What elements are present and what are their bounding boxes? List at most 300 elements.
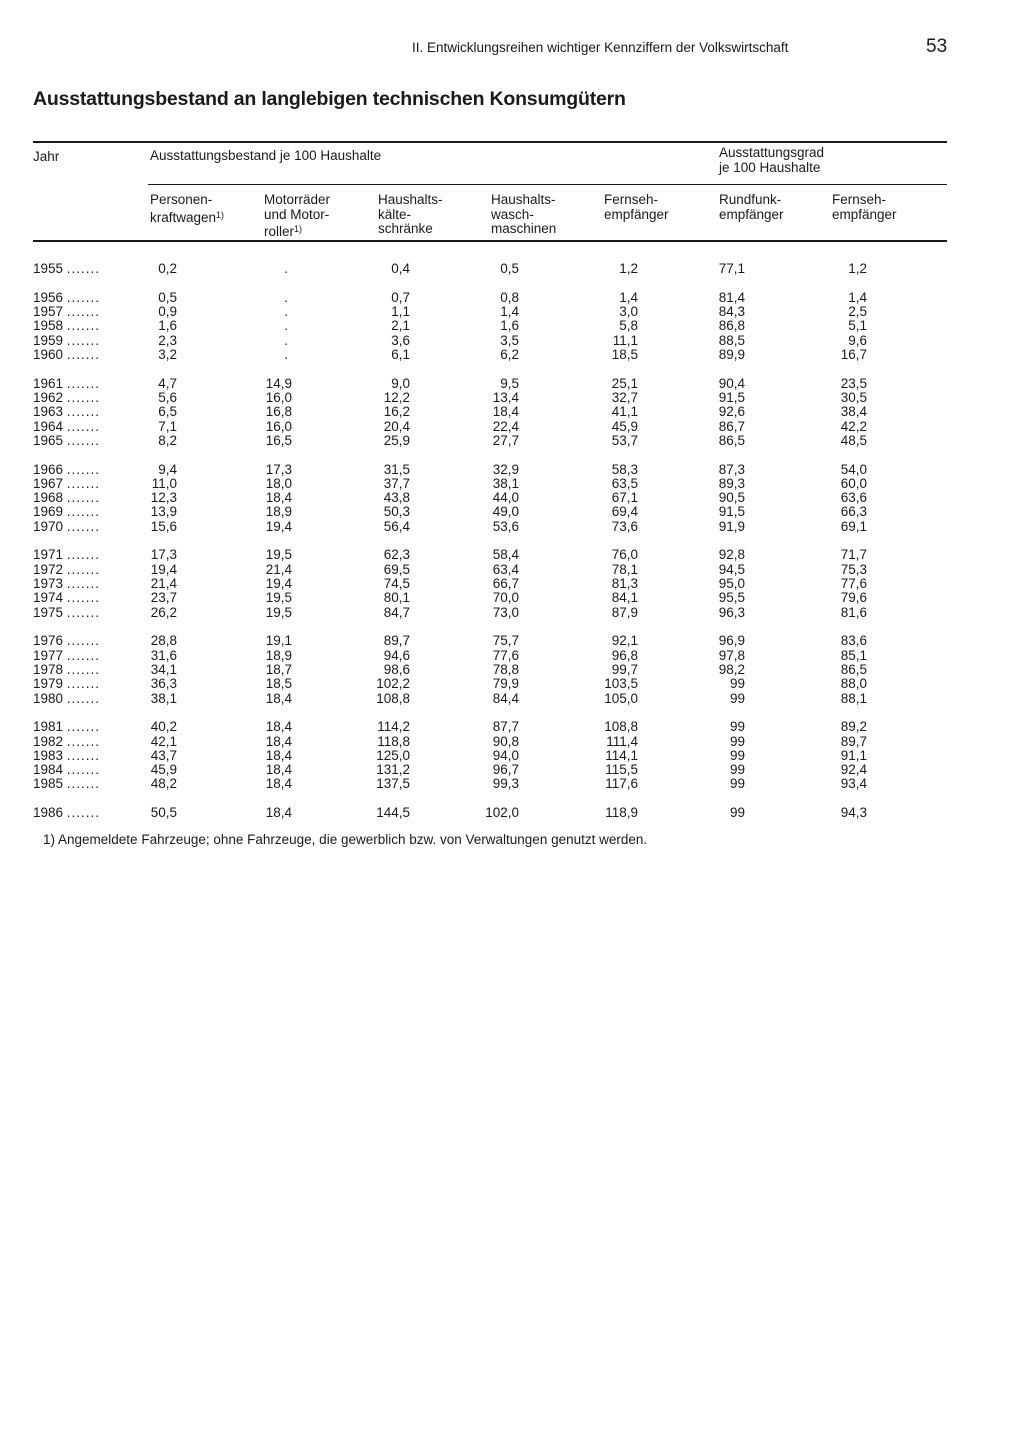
cell-pkw: 13,9 [150,504,177,520]
cell-kuehlschrank: 56,4 [383,518,410,534]
cell-pkw: 15,6 [150,518,177,534]
row-leader-dots: ....... [66,733,101,749]
cell-pkw: 19,4 [150,561,177,577]
cell-waschmaschine: 22,4 [492,418,519,434]
cell-motorrad: . [284,289,288,305]
cell-fernseh-bestand: 45,9 [611,418,638,434]
row-year: 1958 ....... [33,318,101,334]
cell-rundfunk-grad: 99 [729,747,745,763]
footnote-marker: 1) [216,209,225,220]
column-header-kuehlschrank-line: Haushalts- [378,192,443,207]
cell-kuehlschrank: 62,3 [383,547,410,563]
cell-fernseh-grad: 9,6 [848,332,867,348]
cell-pkw: 6,5 [158,404,177,420]
cell-pkw: 31,6 [150,647,177,663]
cell-waschmaschine: 84,4 [492,690,519,706]
row-year: 1983 ....... [33,747,101,763]
running-head: II. Entwicklungsreihen wichtiger Kennziffern der Volkswirtschaft [412,40,789,55]
cell-fernseh-bestand: 99,7 [611,661,638,677]
cell-pkw: 5,6 [158,389,177,405]
cell-motorrad: 16,0 [265,389,292,405]
cell-waschmaschine: 87,7 [492,719,519,735]
cell-rundfunk-grad: 86,8 [718,318,745,334]
cell-fernseh-bestand: 117,6 [605,776,638,792]
cell-kuehlschrank: 9,0 [391,375,410,391]
row-leader-dots: ....... [66,346,101,362]
cell-fernseh-bestand: 32,7 [611,389,638,405]
cell-fernseh-bestand: 1,4 [619,289,638,305]
row-leader-dots: ....... [66,490,101,506]
row-leader-dots: ....... [66,633,101,649]
header-group-grad-line1: Ausstattungsgrad [719,145,825,160]
cell-motorrad: 18,4 [265,762,292,778]
cell-fernseh-bestand: 81,3 [611,576,638,591]
column-header-rundfunk-grad-line: empfänger [719,206,784,222]
column-header-waschmaschine-line: wasch- [491,206,534,222]
cell-fernseh-grad: 42,2 [840,418,867,434]
cell-waschmaschine: 38,1 [492,475,519,491]
cell-fernseh-grad: 94,3 [840,805,867,821]
cell-rundfunk-grad: 99 [729,676,745,692]
cell-motorrad: 18,4 [265,747,292,763]
cell-kuehlschrank: 131,2 [376,762,410,778]
column-header-fernseh-bestand-line: empfänger [604,206,669,222]
cell-fernseh-grad: 86,5 [840,661,867,677]
cell-waschmaschine: 94,0 [492,747,519,763]
cell-fernseh-grad: 79,6 [840,590,867,606]
cell-motorrad: 18,9 [265,647,292,663]
cell-fernseh-grad: 81,6 [840,604,867,620]
table-top-rule [33,141,947,143]
cell-motorrad: . [284,346,288,362]
row-leader-dots: ....... [66,776,101,792]
cell-waschmaschine: 0,8 [500,289,519,305]
cell-waschmaschine: 73,0 [492,604,519,620]
cell-kuehlschrank: 37,7 [383,475,410,491]
cell-fernseh-grad: 63,6 [840,490,867,506]
cell-kuehlschrank: 3,6 [391,332,410,348]
cell-rundfunk-grad: 94,5 [718,561,745,577]
cell-pkw: 12,3 [150,490,177,506]
cell-pkw: 42,1 [150,733,177,749]
cell-kuehlschrank: 125,0 [376,747,410,763]
row-leader-dots: ....... [66,690,101,706]
row-leader-dots: ....... [66,504,101,520]
row-year: 1960 ....... [33,346,101,362]
cell-waschmaschine: 1,6 [500,318,519,334]
row-year: 1956 ....... [33,289,101,305]
cell-fernseh-bestand: 69,4 [611,504,638,520]
cell-rundfunk-grad: 84,3 [718,304,745,319]
cell-fernseh-grad: 89,2 [840,719,867,735]
row-year: 1963 ....... [33,404,101,420]
cell-kuehlschrank: 25,9 [383,432,410,448]
cell-motorrad: . [284,304,288,319]
header-year: Jahr [33,149,60,164]
row-year: 1980 ....... [33,690,101,706]
cell-motorrad: 17,3 [265,461,292,477]
column-header-waschmaschine-line: maschinen [491,221,557,236]
cell-rundfunk-grad: 89,3 [718,475,745,491]
cell-waschmaschine: 78,8 [492,661,519,677]
cell-fernseh-bestand: 115,5 [605,762,638,778]
cell-fernseh-bestand: 111,4 [606,733,638,749]
cell-motorrad: 21,4 [265,561,292,577]
cell-rundfunk-grad: 91,9 [718,518,745,534]
cell-rundfunk-grad: 89,9 [718,346,745,362]
cell-motorrad: 19,4 [265,518,292,534]
cell-waschmaschine: 77,6 [492,647,519,663]
column-header-fernseh-grad-line: Fernseh- [832,192,887,207]
row-year: 1957 ....... [33,304,101,319]
cell-waschmaschine: 66,7 [492,576,519,591]
row-leader-dots: ....... [66,404,101,420]
cell-fernseh-bestand: 87,9 [611,604,638,620]
cell-pkw: 0,9 [158,304,177,319]
cell-rundfunk-grad: 99 [729,719,745,735]
column-header-motorrad-line: Motorräder [264,192,331,207]
column-header-motorrad-line: roller$^{1)}$ [264,224,303,239]
cell-pkw: 48,2 [150,776,177,792]
cell-pkw: 0,2 [158,261,177,276]
cell-kuehlschrank: 89,7 [383,633,410,649]
row-year: 1986 ....... [33,805,101,821]
cell-fernseh-bestand: 58,3 [611,461,638,477]
header-bottom-rule [33,240,947,242]
cell-motorrad: . [284,261,288,276]
cell-motorrad: 14,9 [265,375,292,391]
row-year: 1978 ....... [33,661,101,677]
footnote: 1) Angemeldete Fahrzeuge; ohne Fahrzeuge, die gewerblich bzw. von Verwaltungen genutzt werden. [43,832,648,847]
cell-fernseh-bestand: 103,5 [604,676,638,692]
row-leader-dots: ....... [66,676,101,692]
row-year: 1969 ....... [33,504,101,520]
cell-waschmaschine: 3,5 [500,332,519,348]
row-year: 1967 ....... [33,475,101,491]
cell-pkw: 7,1 [158,418,177,434]
cell-motorrad: 18,4 [265,719,292,735]
cell-motorrad: 18,4 [265,733,292,749]
header-group-grad-line2: je 100 Haushalte [719,160,821,175]
cell-kuehlschrank: 84,7 [383,604,410,620]
cell-rundfunk-grad: 92,8 [718,547,745,563]
cell-motorrad: 18,4 [265,776,292,792]
row-year: 1965 ....... [33,432,101,448]
row-leader-dots: ....... [66,762,101,778]
row-year: 1977 ....... [33,647,101,663]
page-number: 53 [926,36,948,57]
row-leader-dots: ....... [66,418,101,434]
cell-motorrad: 18,5 [265,676,292,692]
cell-kuehlschrank: 144,5 [376,805,410,821]
cell-rundfunk-grad: 98,2 [718,661,745,677]
cell-fernseh-bestand: 118,9 [605,805,638,821]
cell-fernseh-grad: 1,2 [848,261,867,276]
cell-waschmaschine: 53,6 [492,518,519,534]
column-header-kuehlschrank-line: kälte- [378,206,412,222]
cell-fernseh-grad: 1,4 [848,289,867,305]
cell-kuehlschrank: 98,6 [383,661,410,677]
cell-fernseh-bestand: 3,0 [619,304,638,319]
row-year: 1972 ....... [33,561,101,577]
cell-kuehlschrank: 0,7 [391,289,410,305]
column-header-waschmaschine-line: Haushalts- [491,192,556,207]
row-leader-dots: ....... [66,518,101,534]
cell-kuehlschrank: 31,5 [383,461,410,477]
cell-fernseh-grad: 91,1 [840,747,867,763]
cell-waschmaschine: 58,4 [492,547,519,563]
row-leader-dots: ....... [66,547,101,563]
cell-waschmaschine: 0,5 [500,261,519,276]
cell-rundfunk-grad: 96,3 [718,604,745,620]
cell-waschmaschine: 79,9 [492,676,519,692]
cell-waschmaschine: 96,7 [492,762,519,778]
row-year: 1955 ....... [33,261,101,276]
cell-fernseh-bestand: 108,8 [604,719,638,735]
column-header-fernseh-bestand-line: Fernseh- [604,192,659,207]
cell-fernseh-grad: 2,5 [848,304,867,319]
cell-rundfunk-grad: 77,1 [718,261,745,276]
cell-rundfunk-grad: 92,6 [718,404,745,420]
cell-fernseh-bestand: 5,8 [619,318,638,334]
cell-motorrad: 19,4 [265,576,292,591]
cell-motorrad: 19,5 [265,604,292,620]
cell-waschmaschine: 99,3 [492,776,519,792]
cell-fernseh-bestand: 96,8 [611,647,638,663]
cell-fernseh-grad: 23,5 [840,375,867,391]
cell-waschmaschine: 63,4 [492,561,519,577]
cell-motorrad: 19,5 [265,590,292,606]
row-year: 1984 ....... [33,762,101,778]
cell-rundfunk-grad: 99 [729,762,745,778]
cell-kuehlschrank: 16,2 [383,404,410,420]
row-year: 1971 ....... [33,547,101,563]
row-leader-dots: ....... [66,805,101,821]
cell-rundfunk-grad: 91,5 [718,389,745,405]
cell-kuehlschrank: 114,2 [377,719,410,735]
column-header-motorrad-line: und Motor- [264,206,330,222]
row-year: 1962 ....... [33,389,101,405]
row-leader-dots: ....... [66,719,101,735]
cell-motorrad: 19,5 [265,547,292,563]
cell-fernseh-bestand: 78,1 [611,561,638,577]
cell-pkw: 0,5 [158,289,177,305]
cell-fernseh-grad: 54,0 [840,461,867,477]
cell-fernseh-bestand: 73,6 [611,518,638,534]
cell-rundfunk-grad: 95,0 [718,576,745,591]
page-title: Ausstattungsbestand an langlebigen technischen Konsumgütern [33,88,626,110]
cell-pkw: 40,2 [150,719,177,735]
cell-waschmaschine: 90,8 [492,733,519,749]
cell-fernseh-bestand: 76,0 [611,547,638,563]
cell-fernseh-bestand: 18,5 [611,346,638,362]
cell-waschmaschine: 27,7 [492,432,519,448]
row-year: 1959 ....... [33,332,101,348]
cell-fernseh-bestand: 84,1 [611,590,638,606]
cell-pkw: 38,1 [150,690,177,706]
row-leader-dots: ....... [66,561,101,577]
column-header-pkw-line: Personen- [150,192,213,207]
cell-fernseh-grad: 69,1 [840,518,867,534]
cell-fernseh-bestand: 63,5 [611,475,638,491]
cell-motorrad: 16,8 [265,404,292,420]
cell-kuehlschrank: 118,8 [377,733,410,749]
row-leader-dots: ....... [66,604,101,620]
cell-kuehlschrank: 50,3 [383,504,410,520]
cell-pkw: 4,7 [158,375,177,391]
row-leader-dots: ....... [66,261,101,276]
cell-kuehlschrank: 137,5 [376,776,410,792]
row-year: 1975 ....... [33,604,101,620]
cell-kuehlschrank: 94,6 [383,647,410,663]
row-year: 1973 ....... [33,576,101,591]
row-leader-dots: ....... [66,432,101,448]
cell-pkw: 21,4 [150,576,177,591]
cell-rundfunk-grad: 97,8 [718,647,745,663]
row-year: 1970 ....... [33,518,101,534]
cell-kuehlschrank: 1,1 [391,304,410,319]
cell-pkw: 1,6 [158,318,177,334]
cell-rundfunk-grad: 99 [729,776,745,792]
cell-waschmaschine: 18,4 [492,404,519,420]
header-group-bestand: Ausstattungsbestand je 100 Haushalte [150,148,382,163]
row-leader-dots: ....... [66,461,101,477]
cell-fernseh-grad: 83,6 [840,633,867,649]
cell-waschmaschine: 75,7 [492,633,519,649]
cell-waschmaschine: 44,0 [492,490,519,506]
row-year: 1961 ....... [33,375,101,391]
cell-rundfunk-grad: 90,5 [718,490,745,506]
cell-kuehlschrank: 74,5 [383,576,410,591]
cell-fernseh-bestand: 11,1 [612,332,638,348]
cell-motorrad: 18,9 [265,504,292,520]
cell-motorrad: 18,4 [265,690,292,706]
row-year: 1982 ....... [33,733,101,749]
row-year: 1985 ....... [33,776,101,792]
row-year: 1979 ....... [33,676,101,692]
cell-fernseh-grad: 75,3 [840,561,867,577]
cell-kuehlschrank: 108,8 [376,690,410,706]
cell-fernseh-bestand: 25,1 [611,375,638,391]
row-year: 1974 ....... [33,590,101,606]
cell-fernseh-grad: 89,7 [840,733,867,749]
cell-fernseh-bestand: 41,1 [611,404,638,420]
cell-motorrad: . [284,332,288,348]
cell-kuehlschrank: 69,5 [383,561,410,577]
cell-pkw: 34,1 [150,661,177,677]
cell-motorrad: 18,7 [265,661,292,677]
cell-motorrad: 19,1 [265,633,292,649]
column-header-kuehlschrank-line: schränke [378,221,433,236]
row-leader-dots: ....... [66,289,101,305]
row-year: 1976 ....... [33,633,101,649]
cell-motorrad: 18,4 [265,805,292,821]
row-leader-dots: ....... [66,661,101,677]
column-header-fernseh-grad-line: empfänger [832,206,897,222]
cell-kuehlschrank: 20,4 [383,418,410,434]
cell-kuehlschrank: 0,4 [391,261,410,276]
cell-kuehlschrank: 102,2 [376,676,410,692]
cell-fernseh-bestand: 1,2 [619,261,638,276]
cell-rundfunk-grad: 86,7 [718,418,745,434]
cell-fernseh-grad: 71,7 [840,547,867,563]
cell-rundfunk-grad: 90,4 [718,375,745,391]
row-leader-dots: ....... [66,332,101,348]
cell-pkw: 17,3 [150,547,177,563]
cell-waschmaschine: 9,5 [500,375,519,391]
cell-waschmaschine: 13,4 [492,389,519,405]
cell-fernseh-grad: 16,7 [840,346,867,362]
column-header-pkw-line: kraftwagen$^{1)}$ [150,209,225,225]
cell-fernseh-grad: 48,5 [840,432,867,448]
cell-kuehlschrank: 12,2 [383,389,410,405]
cell-rundfunk-grad: 95,5 [718,590,745,606]
cell-motorrad: . [284,318,288,334]
cell-kuehlschrank: 6,1 [391,346,410,362]
cell-pkw: 50,5 [150,805,177,821]
cell-kuehlschrank: 80,1 [383,590,410,606]
cell-fernseh-grad: 88,1 [840,690,867,706]
row-leader-dots: ....... [66,590,101,606]
cell-motorrad: 16,5 [265,432,292,448]
cell-rundfunk-grad: 99 [729,733,745,749]
cell-waschmaschine: 70,0 [492,590,519,606]
cell-pkw: 2,3 [158,332,177,348]
cell-fernseh-bestand: 105,0 [604,690,638,706]
column-header-rundfunk-grad-line: Rundfunk- [719,192,782,207]
cell-motorrad: 18,4 [265,490,292,506]
cell-waschmaschine: 1,4 [500,304,519,319]
cell-fernseh-grad: 93,4 [840,776,867,792]
cell-motorrad: 16,0 [265,418,292,434]
row-leader-dots: ....... [66,318,101,334]
cell-fernseh-grad: 77,6 [840,576,867,591]
row-leader-dots: ....... [66,375,101,391]
cell-rundfunk-grad: 81,4 [718,289,745,305]
row-year: 1964 ....... [33,418,101,434]
cell-fernseh-grad: 66,3 [840,504,867,520]
cell-pkw: 28,8 [150,633,177,649]
cell-fernseh-bestand: 53,7 [611,432,638,448]
cell-pkw: 45,9 [150,762,177,778]
cell-pkw: 11,0 [151,475,177,491]
cell-pkw: 23,7 [150,590,177,606]
cell-waschmaschine: 102,0 [485,805,519,821]
row-leader-dots: ....... [66,304,101,319]
footnote-marker: 1) [294,224,303,234]
cell-rundfunk-grad: 87,3 [718,461,745,477]
cell-rundfunk-grad: 91,5 [718,504,745,520]
row-leader-dots: ....... [66,747,101,763]
row-year: 1966 ....... [33,461,101,477]
cell-pkw: 26,2 [150,604,177,620]
row-leader-dots: ....... [66,475,101,491]
cell-fernseh-grad: 92,4 [840,762,867,778]
cell-rundfunk-grad: 99 [729,805,745,821]
cell-rundfunk-grad: 96,9 [718,633,745,649]
row-year: 1981 ....... [33,719,101,735]
cell-rundfunk-grad: 88,5 [718,332,745,348]
row-leader-dots: ....... [66,389,101,405]
cell-kuehlschrank: 2,1 [391,318,410,334]
cell-fernseh-grad: 60,0 [840,475,867,491]
cell-waschmaschine: 6,2 [500,346,519,362]
cell-fernseh-bestand: 114,1 [605,747,638,763]
cell-fernseh-grad: 38,4 [840,404,867,420]
cell-pkw: 8,2 [158,432,177,448]
cell-pkw: 9,4 [158,461,177,477]
row-leader-dots: ....... [66,647,101,663]
